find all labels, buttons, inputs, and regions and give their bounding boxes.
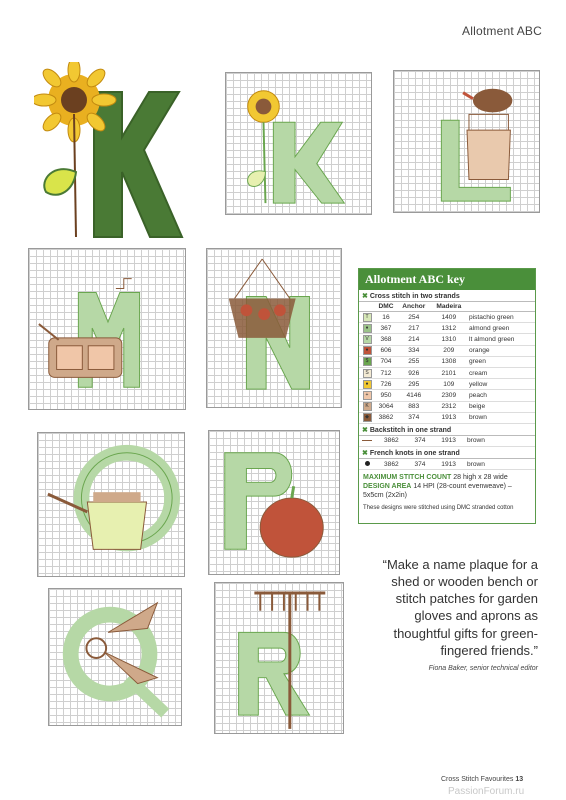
key-row: T 16 254 1409 pistachio green	[359, 312, 535, 323]
cross-icon: ✖	[362, 450, 368, 458]
key-section-french: ✖ French knots in one strand	[359, 447, 535, 459]
key-section-cross: ✖ Cross stitch in two strands	[359, 290, 535, 302]
key-panel	[358, 268, 536, 524]
key-row: ◆ 3862 374 1913 brown	[359, 412, 535, 423]
key-row: K 3064 883 2312 beige	[359, 401, 535, 412]
page-footer: Cross Stitch Favourites 13	[441, 776, 524, 783]
symbol-swatch: ●	[363, 380, 372, 389]
key-back-table: 3862 374 1913 brown	[359, 436, 535, 447]
watermark: PassionForum.ru	[448, 786, 525, 797]
chart-letter-o	[37, 432, 185, 577]
page-header-title: Allotment ABC	[462, 24, 542, 38]
chart-letter-n	[206, 248, 342, 408]
key-french-table: 3862 374 1913 brown	[359, 459, 535, 470]
pull-quote: “Make a name plaque for a shed or wooden bench or stitch patches for garden gloves and aprons as thoughtful gifts for green-fingered friends.”	[382, 557, 538, 658]
key-row: ● 726 295 109 yellow	[359, 379, 535, 390]
key-row: V 368 214 1310 lt almond green	[359, 334, 535, 345]
key-row: ♦ 367 217 1312 almond green	[359, 323, 535, 334]
key-table	[359, 302, 535, 424]
col-dmc: DMC	[375, 302, 397, 312]
key-row: + 950 4146 2309 peach	[359, 390, 535, 401]
cross-icon: ✖	[362, 293, 368, 300]
symbol-swatch: S	[363, 369, 372, 378]
col-anchor: Anchor	[397, 302, 431, 312]
key-section-back: ✖ Backstitch in one strand	[359, 424, 535, 436]
key-row: $ 704 255 1308 green	[359, 356, 535, 367]
col-madeira: Madeira	[431, 302, 467, 312]
quote-attribution: Fiona Baker, senior technical editor	[428, 665, 538, 672]
chart-letter-p	[208, 430, 340, 575]
symbol-swatch: V	[363, 335, 372, 344]
key-row: S 712 926 2101 cream	[359, 367, 535, 378]
chart-letter-m	[28, 248, 186, 410]
symbol-swatch: +	[363, 391, 372, 400]
symbol-swatch: ♦	[363, 324, 372, 333]
key-title: Allotment ABC key	[359, 269, 535, 290]
symbol-swatch: T	[363, 313, 372, 322]
stitched-k-photo	[34, 62, 184, 242]
chart-letter-l	[393, 70, 540, 213]
chart-letter-q	[48, 588, 182, 726]
french-knot-icon	[365, 461, 370, 466]
cross-icon: ✖	[362, 426, 368, 434]
key-stitch-info: MAXIMUM STITCH COUNT 28 high x 28 wide DESIGN AREA 14 HPI (28-count evenweave) – 5x5cm (2x2in)	[363, 474, 512, 499]
symbol-swatch: K	[363, 402, 372, 411]
symbol-swatch: ◆	[363, 413, 372, 422]
chart-letter-r	[214, 582, 344, 734]
key-note: These designs were stitched using DMC stranded cotton	[363, 504, 514, 511]
chart-letter-k	[225, 72, 372, 215]
backstitch-line-icon	[362, 440, 372, 441]
symbol-swatch: ●	[363, 346, 372, 355]
key-row: ● 606 334 209 orange	[359, 345, 535, 356]
symbol-swatch: $	[363, 357, 372, 366]
